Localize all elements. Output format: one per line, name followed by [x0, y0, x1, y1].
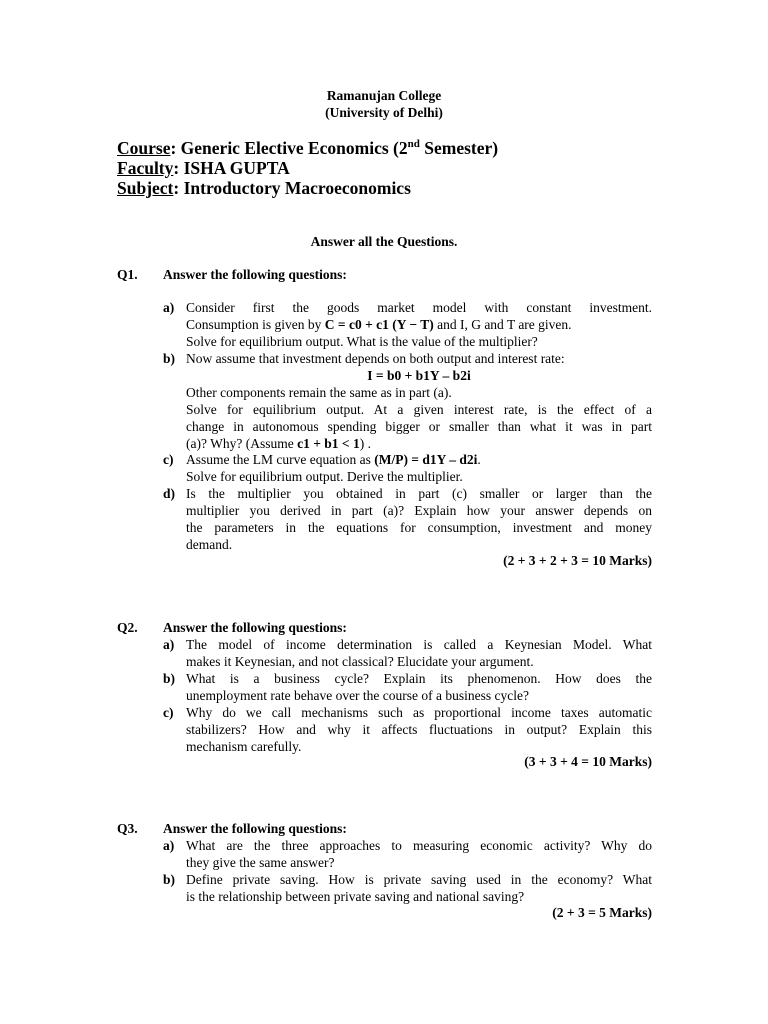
- course-sup: nd: [407, 138, 420, 151]
- faculty-label: Faculty: [117, 158, 174, 178]
- q1-b-line1: Now assume that investment depends on both output and interest rate:: [186, 351, 565, 366]
- q1-b-line2: Other components remain the same as in part (a).: [186, 384, 452, 400]
- q1-d-line1: Is the multiplier you obtained in part (c) smaller or larger than the: [186, 486, 652, 501]
- q1-part-d: [163, 486, 652, 554]
- q1-a-label: a): [163, 300, 175, 315]
- q1-b-line5-pre: (a)? Why? (Assume: [186, 435, 298, 451]
- q1-a-consumption-eq: C = c0 + c1 (Y − T): [324, 316, 434, 332]
- faculty-line: [117, 158, 290, 179]
- q2-b-label: b): [163, 671, 176, 686]
- q1-b-label: b): [163, 351, 176, 366]
- q2-c-line3: mechanism carefully.: [186, 738, 302, 754]
- q2-a-line2: makes it Keynesian, and not classical? Elucidate your argument.: [186, 653, 534, 669]
- subject-line: [117, 178, 411, 199]
- q1-b-assumption-eq: c1 + b1 < 1: [297, 435, 360, 451]
- q1-c-line1: [186, 452, 652, 469]
- q3-number: Q3.: [117, 821, 138, 836]
- q1-title: Answer the following questions:: [163, 267, 347, 282]
- q1-a-line1: Consider first the goods market model with constant investment.: [186, 300, 652, 315]
- instruction: Answer all the Questions.: [310, 234, 458, 249]
- q1-d-line4: demand.: [186, 536, 233, 552]
- course-value-pre: : Generic Elective Economics (2: [170, 138, 408, 158]
- q3-a-label: a): [163, 838, 175, 853]
- q1-d-line2: multiplier you derived in part (a)? Explain how your answer depends on: [186, 502, 652, 518]
- q1-number: Q1.: [117, 267, 138, 282]
- q1-c-label: c): [163, 452, 174, 467]
- q1-b-investment-eq: I = b0 + b1Y – b2i: [367, 367, 471, 383]
- q1-b-line5-post: ) .: [359, 435, 371, 451]
- course-line: [117, 138, 498, 159]
- q2-a-label: a): [163, 637, 175, 652]
- college-name: Ramanujan College: [326, 88, 442, 103]
- q3-a-line2: they give the same answer?: [186, 854, 335, 870]
- q2-c-label: c): [163, 705, 174, 720]
- q2-part-b: [163, 671, 652, 705]
- q3-a-line1: What are the three approaches to measuring economic activity? Why do: [186, 838, 652, 853]
- q2-b-line1: What is a business cycle? Explain its phenomenon. How does the: [186, 671, 652, 686]
- q3-b-label: b): [163, 872, 176, 887]
- q1-b-line4: change in autonomous spending bigger or smaller than what it was in part: [186, 418, 652, 434]
- q3-part-b: [163, 872, 652, 906]
- q3-b-line2: is the relationship between private saving and national saving?: [186, 888, 525, 904]
- course-label: Course: [117, 138, 171, 158]
- q2-number: Q2.: [117, 620, 138, 635]
- q2-part-c: [163, 705, 652, 756]
- q1-part-c: [163, 452, 652, 486]
- q3-b-line1: Define private saving. How is private saving used in the economy? What: [186, 872, 652, 887]
- q1-c-line1-pre: Assume the LM curve equation as: [186, 452, 375, 467]
- q1-part-a: [163, 300, 652, 351]
- q2-title: Answer the following questions:: [163, 620, 347, 635]
- q1-a-line2: [186, 317, 652, 334]
- subject-label: Subject: [117, 178, 174, 198]
- q2-c-line2: stabilizers? How and why it affects fluctuations in output? Explain this: [186, 721, 652, 737]
- q3-part-a: [163, 838, 652, 872]
- q1-c-lm-eq: (M/P) = d1Y – d2i: [374, 452, 478, 467]
- q1-a-line2-post: and I, G and T are given.: [433, 316, 572, 332]
- q1-b-line3: Solve for equilibrium output. At a given interest rate, is the effect of a: [186, 401, 652, 417]
- q3-marks: (2 + 3 = 5 Marks): [552, 905, 652, 920]
- q1-marks: (2 + 3 + 2 + 3 = 10 Marks): [503, 553, 652, 568]
- q1-a-line2-pre: Consumption is given by: [186, 316, 325, 332]
- university-name: (University of Delhi): [325, 105, 443, 120]
- q3-title: Answer the following questions:: [163, 821, 347, 836]
- q1-part-b: [163, 351, 652, 452]
- q2-marks: (3 + 3 + 4 = 10 Marks): [524, 754, 652, 769]
- q2-c-line1: Why do we call mechanisms such as proportional income taxes automatic: [186, 705, 652, 720]
- q1-b-line5: [186, 436, 652, 453]
- q2-b-line2: unemployment rate behave over the course of a business cycle?: [186, 687, 529, 703]
- subject-value: : Introductory Macroeconomics: [173, 178, 411, 198]
- q1-c-line2: Solve for equilibrium output. Derive the multiplier.: [186, 468, 463, 484]
- q1-c-line1-post: .: [477, 452, 481, 467]
- faculty-value: : ISHA GUPTA: [173, 158, 290, 178]
- q1-d-label: d): [163, 486, 176, 501]
- q2-a-line1: The model of income determination is called a Keynesian Model. What: [186, 637, 652, 652]
- q1-a-line3: Solve for equilibrium output. What is the value of the multiplier?: [186, 333, 538, 349]
- course-value-post: Semester): [419, 138, 499, 158]
- q2-part-a: [163, 637, 652, 671]
- q1-d-line3: the parameters in the equations for consumption, investment and money: [186, 519, 652, 535]
